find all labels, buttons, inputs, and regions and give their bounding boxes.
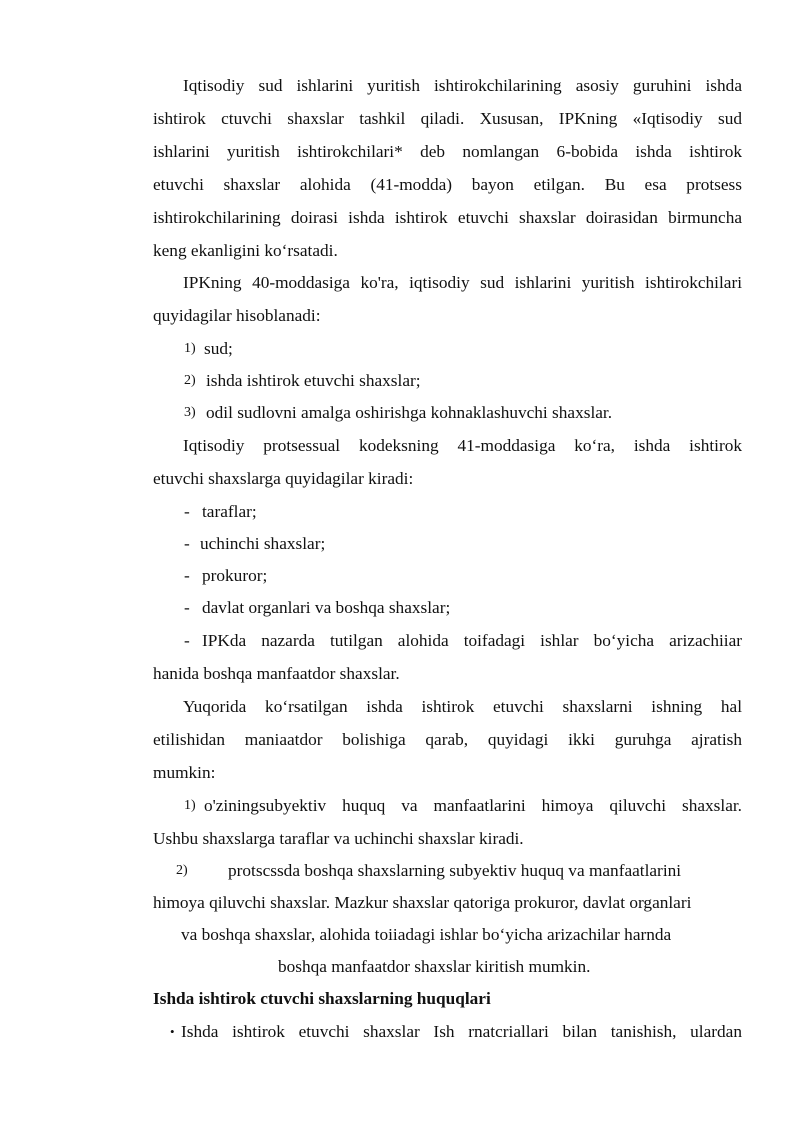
list-item: prokuror;: [202, 566, 268, 585]
paragraph-line: etuvchi shaxslarga quyidagilar kiradi:: [153, 469, 414, 488]
section-heading: Ishda ishtirok ctuvchi shaxslarning huquqlari: [153, 989, 491, 1008]
list-item-continuation: hanida boshqa manfaatdor shaxslar.: [153, 664, 400, 683]
list-item: ishda ishtirok etuvchi shaxslar;: [206, 371, 421, 390]
paragraph-line: ishlarini yuritish ishtirokchilari* deb nomlangan 6-bobida ishda ishtirok: [153, 142, 742, 161]
bullet-item: Ishda ishtirok etuvchi shaxslar Ish rnatcriallari bilan tanishish, ulardan: [181, 1022, 742, 1041]
paragraph-line: Iqtisodiy protsessual kodeksning 41-moddasiga ko‘ra, ishda ishtirok: [183, 436, 742, 455]
paragraph-line: mumkin:: [153, 763, 216, 782]
list-item-continuation: va boshqa shaxslar, alohida toiiadagi ishlar bo‘yicha arizachilar harnda: [181, 925, 672, 944]
bullet-marker: •: [170, 1024, 175, 1039]
list-item-continuation: Ushbu shaxslarga taraflar va uchinchi shaxslar kiradi.: [153, 829, 524, 848]
list-item-continuation: himoya qiluvchi shaxslar. Mazkur shaxslar qatoriga prokuror, davlat organlari: [153, 893, 692, 912]
paragraph-line: ishtirok ctuvchi shaxslar tashkil qiladi. Xususan, IPKning «Iqtisodiy sud: [153, 109, 742, 128]
list-number: 2): [184, 373, 196, 388]
list-item: davlat organlari va boshqa shaxslar;: [202, 598, 451, 617]
paragraph-line: quyidagilar hisoblanadi:: [153, 306, 321, 325]
list-item: uchinchi shaxslar;: [200, 534, 326, 553]
list-item: protscssda boshqa shaxslarning subyektiv huquq va manfaatlarini: [228, 861, 682, 880]
list-number: 2): [176, 863, 188, 878]
list-item: IPKda nazarda tutilgan alohida toifadagi ishlar bo‘yicha arizachiiar: [202, 631, 742, 650]
dash-marker: -: [184, 566, 190, 585]
paragraph-line: etilishidan maniaatdor bolishiga qarab, quyidagi ikki guruhga ajratish: [153, 730, 742, 749]
list-number: 1): [184, 798, 196, 813]
list-number: 1): [184, 341, 196, 356]
dash-marker: -: [184, 598, 190, 617]
paragraph-line: Iqtisodiy sud ishlarini yuritish ishtirokchilarining asosiy guruhini ishda: [183, 76, 742, 95]
list-item: sud;: [204, 339, 233, 358]
list-item: odil sudlovni amalga oshirishga kohnaklashuvchi shaxslar.: [206, 403, 613, 422]
paragraph-line: etuvchi shaxslar alohida (41-modda) bayon etilgan. Bu esa protsess: [153, 175, 742, 194]
list-item: taraflar;: [202, 502, 257, 521]
dash-marker: -: [184, 534, 190, 553]
dash-marker: -: [184, 502, 190, 521]
list-number: 3): [184, 405, 196, 420]
list-item-continuation: boshqa manfaatdor shaxslar kiritish mumkin.: [278, 957, 591, 976]
paragraph-line: Yuqorida ko‘rsatilgan ishda ishtirok etuvchi shaxslarni ishning hal: [183, 697, 742, 716]
paragraph-line: IPKning 40-moddasiga ko'ra, iqtisodiy sud ishlarini yuritish ishtirokchilari: [183, 273, 742, 292]
dash-marker: -: [184, 631, 190, 650]
paragraph-line: keng ekanligini ko‘rsatadi.: [153, 241, 338, 260]
list-item: o'ziningsubyektiv huquq va manfaatlarini himoya qiluvchi shaxslar.: [204, 796, 742, 815]
paragraph-line: ishtirokchilarining doirasi ishda ishtirok etuvchi shaxslar doirasidan birmuncha: [153, 208, 742, 227]
